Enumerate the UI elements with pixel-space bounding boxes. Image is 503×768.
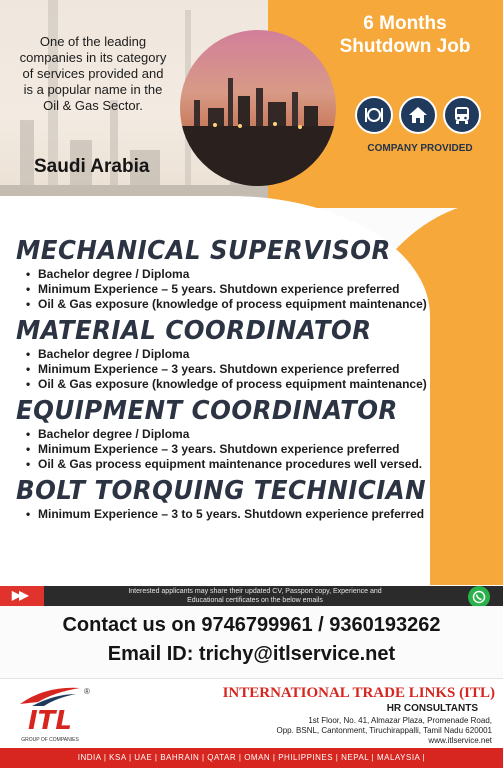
contact-phone[interactable]: Contact us on 9746799961 / 9360193262	[62, 614, 441, 636]
requirements-list	[16, 347, 476, 392]
countries-list: INDIA | KSA | UAE | BAHRAIN | QATAR | OMAN | PHILIPPINES | NEPAL | MALAYSIA |	[77, 753, 426, 762]
requirements-list	[16, 507, 476, 522]
job-material-coordinator	[16, 316, 476, 392]
company-provided-label: COMPANY PROVIDED	[367, 143, 473, 154]
duration-text: 6 Months	[363, 13, 447, 34]
job-list	[16, 236, 476, 526]
requirement-item: • Bachelor degree / Diploma	[24, 267, 476, 282]
company-name: INTERNATIONAL TRADE LINKS (ITL)	[222, 685, 495, 701]
benefit-icons	[355, 96, 485, 136]
whatsapp-icon[interactable]	[468, 586, 490, 608]
countries-bar	[0, 748, 503, 768]
requirements-list	[16, 427, 476, 472]
logo-text: ITL	[28, 706, 72, 736]
requirement-item: • Oil & Gas exposure (knowledge of process equipment maintenance)	[24, 377, 476, 392]
arrow-icon: ▶▶	[0, 586, 44, 606]
application-note-strip	[0, 586, 503, 606]
food-icon	[355, 96, 393, 134]
logo-subtitle: GROUP OF COMPANIES	[21, 737, 79, 743]
requirement-item: • Oil & Gas exposure (knowledge of process equipment maintenance)	[24, 297, 476, 312]
requirement-item: • Minimum Experience – 5 years. Shutdown experience preferred	[24, 282, 476, 297]
requirement-item: • Minimum Experience – 3 years. Shutdown experience preferred	[24, 442, 476, 457]
address-line: Opp. BSNL, Cantonment, Tiruchirappalli, Tamil Nadu 620001	[276, 726, 492, 735]
contact-section	[0, 606, 503, 678]
refinery-photo	[180, 30, 336, 186]
contact-email[interactable]: Email ID: trichy@itlservice.net	[107, 643, 396, 665]
company-division: HR CONSULTANTS	[386, 703, 478, 714]
requirement-item: • Bachelor degree / Diploma	[24, 427, 476, 442]
home-icon	[399, 96, 437, 134]
bus-icon	[443, 96, 481, 134]
job-bolt-torquing-technician	[16, 476, 476, 522]
job-title: EQUIPMENT COORDINATOR	[16, 396, 398, 426]
job-type-text: Shutdown Job	[339, 36, 471, 57]
company-address	[230, 716, 492, 746]
requirement-item: • Oil & Gas process equipment maintenance procedures well versed.	[24, 457, 476, 472]
website-link[interactable]: www.itlservice.net	[428, 736, 492, 745]
registered-mark: ®	[84, 687, 90, 696]
job-title: BOLT TORQUING TECHNICIAN	[16, 476, 427, 506]
job-title: MECHANICAL SUPERVISOR	[16, 236, 391, 266]
job-title: MATERIAL COORDINATOR	[16, 316, 372, 346]
address-line: 1st Floor, No. 41, Almazar Plaza, Promenade Road,	[308, 716, 492, 725]
job-duration-heading	[315, 12, 495, 58]
company-footer	[0, 678, 503, 749]
requirement-item: • Bachelor degree / Diploma	[24, 347, 476, 362]
requirement-item: • Minimum Experience – 3 to 5 years. Shutdown experience preferred	[24, 507, 476, 522]
logo-swoosh-icon	[10, 684, 90, 708]
job-location: Saudi Arabia	[34, 156, 150, 177]
job-equipment-coordinator	[16, 396, 476, 472]
company-intro: One of the leading companies in its category of services provided and is a popular name in the Oil & Gas Sector.	[19, 34, 167, 113]
itl-logo	[10, 684, 90, 746]
job-mechanical-supervisor	[16, 236, 476, 312]
requirements-list	[16, 267, 476, 312]
requirement-item: • Minimum Experience – 3 years. Shutdown experience preferred	[24, 362, 476, 377]
application-note: Interested applicants may share their updated CV, Passport copy, Experience and Educational certificates on the below emails	[128, 588, 382, 604]
